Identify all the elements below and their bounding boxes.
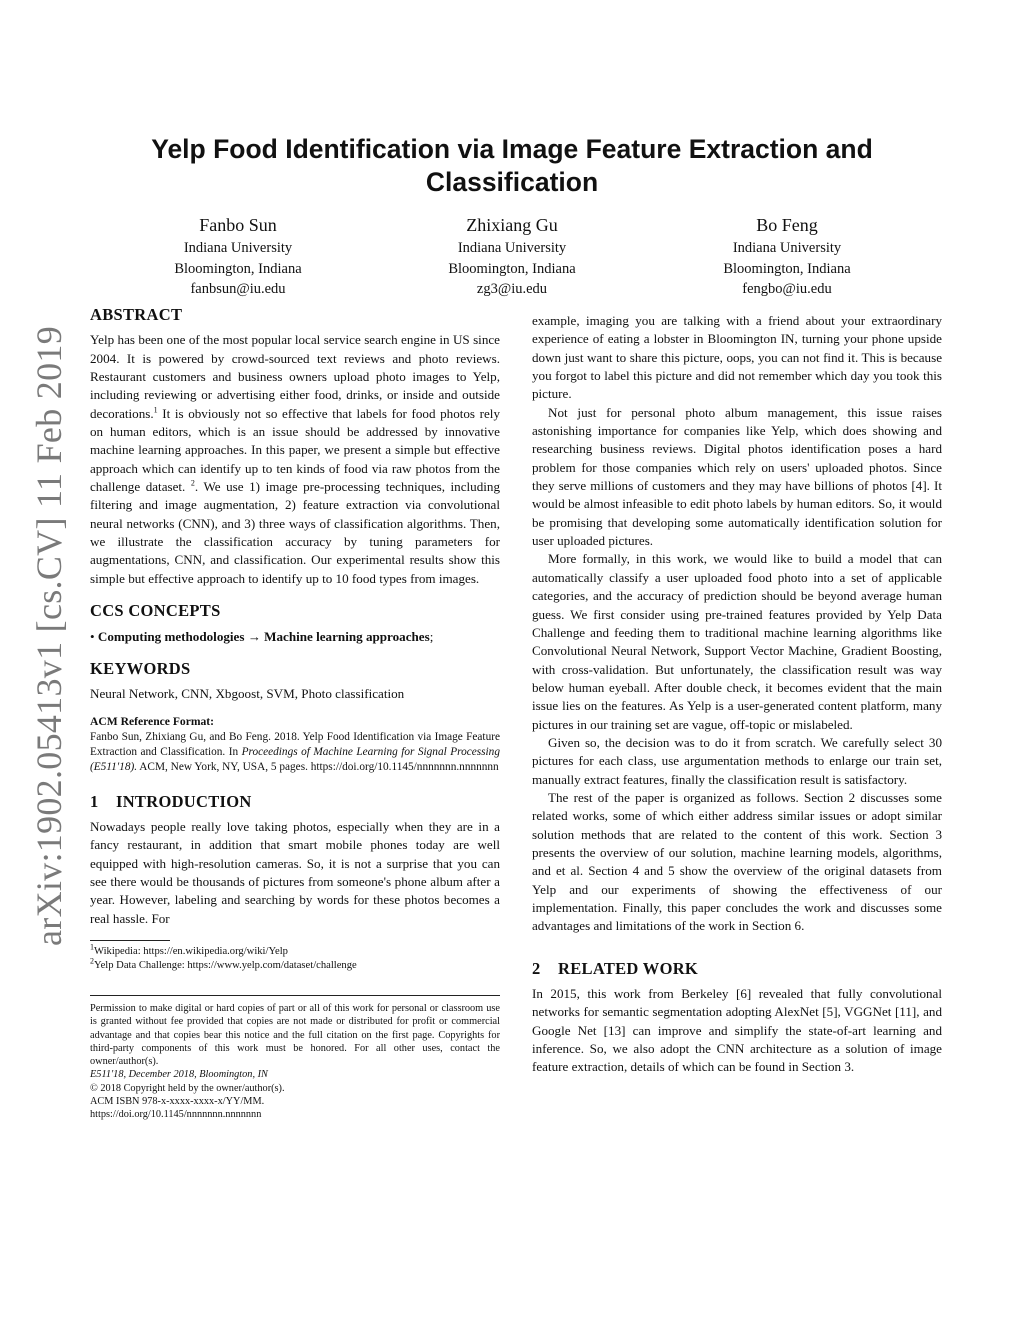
arxiv-sidebar-label: arXiv:1902.05413v1 [cs.CV] 11 Feb 2019 [29,325,69,946]
introduction-paragraph: Given so, the decision was to do it from scratch. We carefully select 30 pictures for each class, use argumentation methods to enlarge our train set, manually extract features, finally the classification result is satisfactory. [532,734,942,787]
copyright-line: © 2018 Copyright held by the owner/author(s). [90,1082,285,1094]
footnote-mark[interactable]: 2 [190,478,195,488]
ccs-concept: Computing methodologies → Machine learning approaches [97,628,430,644]
author-block [377,212,647,300]
abstract-heading: ABSTRACT [90,305,183,324]
ccs-concepts [90,628,500,646]
author-location: Bloomington, Indiana [174,260,302,277]
introduction-paragraph: example, imaging you are talking with a friend about your extraordinary experience of eating a lobster in Bloomington IN, turning your phone upside down just want to share this picture, oops, you can not find it. This is because you forgot to label this picture and did not remember which day you took this picture. [532,313,942,402]
ccs-end: ; [429,628,434,644]
abstract-text-part: . We use 1) image pre-processing techniques, including filtering and image augmentation, 2) feature extraction via convolutional neural networks (CNN), and 3) three ways of classification algorithms. Then, we illustrate the classification accuracy by tuning parameters for augmentations, CNN, and classification. Our experimental results show this simple but effective approach to identify up to 10 food types from images. [90,479,500,586]
keywords-heading: KEYWORDS [90,658,191,678]
introduction-paragraph: Not just for personal photo album management, this issue raises astonishing importance for companies like Yelp, which does showing and researching business reviews. Digital photos identification poses a hard problem for those companies which rely on users' uploaded photos. Since they serve millions of customers and they may have billions of photos [4]. It would be almost infeasible to edit photo labels by human editors. So, it would be promising that developing some automatically identification solution for user uploaded pictures. [532,404,942,549]
permission-divider [90,995,500,996]
acm-reference-venue: Proceedings of Machine Learning for Signal Processing (E511'18). [90,745,500,773]
author-location: Bloomington, Indiana [723,260,851,277]
keywords-text: Neural Network, CNN, Xbgoost, SVM, Photo classification [90,686,405,702]
section-title: INTRODUCTION [116,791,252,811]
acm-reference-part: ACM, New York, NY, USA, 5 pages. https://doi.org/10.1145/nnnnnnn.nnnnnnn [137,760,499,773]
related-work-paragraph: In 2015, this work from Berkeley [6] revealed that fully convolutional networks for semantic segmentation adopting AlexNet [5], VGGNet [11], and Google Net [13] can improve and simplify the state-of-art learning and inference. So, we also adopt the CNN architecture as a solution of image feature extraction, details of which can be found in Section 3. [532,986,942,1075]
introduction-paragraph: More formally, in this work, we would like to build a model that can automatically classify a user uploaded food photo into a set of applicable categories, and the accuracy of prediction should be beyond average human guess. We first consider using pre-trained features provided by Yelp Data Challenge and feeding them to traditional machine learning algorithms like Convolutional Neural Network, Support Vector Machine, Gradient Boosting, with cross-validation. But unfortunately, the classification result was way below human eyeball. After double check, it becomes evident that the main issue lies on the features. As Yelp is a user-generated content platform, many pictures in our training set are vague, off-topic or mislabeled. [532,551,942,732]
permission-text: Permission to make digital or hard copies of part or all of this work for personal or classroom use is granted without fee provided that copies are not made or distributed for profit or commercial advantage and that copies bear this notice and the full citation on the first page. Copyrights for third-party components of this work must be honored. For all other uses, contact the owner/author(s). [90,1002,500,1068]
acm-reference-text [90,730,500,775]
footnote-divider [90,940,170,941]
paper-title: Yelp Food Identification via Image Feature Extraction and Classification [151,134,873,197]
section-number: 2 [532,958,541,978]
author-affiliation: Indiana University [457,240,567,256]
author-block [652,212,922,300]
author-name: Fanbo Sun [199,215,277,235]
footnote-number: 2 [90,956,94,966]
author-block [103,212,373,300]
author-email[interactable]: fanbsun@iu.edu [190,281,286,297]
ccs-bullet: • [90,628,95,644]
acm-reference-part: Fanbo Sun, Zhixiang Gu, and Bo Feng. 2018. Yelp Food Identification via Image Feature Extraction and Classification. In [90,730,500,758]
footnote-number: 1 [90,942,94,952]
isbn-line: ACM ISBN 978-x-xxxx-xxxx-x/YY/MM. [90,1096,265,1108]
related-work-heading [532,960,942,978]
author-affiliation: Indiana University [732,240,842,256]
footnote-mark[interactable]: 1 [153,405,158,415]
introduction-paragraph: The rest of the paper is organized as follows. Section 2 discusses some related works, some of which either address similar issues or adopt similar solution methods that are related to the content of this work. Section 3 presents the overview of our solution, machine learning models, algorithms, and et al. Section 4 and 5 show the overview of the original datasets from Yelp and our experiments of showing the effectiveness of our implementation. Finally, this paper concludes the work and discusses some advantages and limitations of the work in Section 6. [532,789,942,934]
footnote [90,942,500,959]
footnote [90,956,500,973]
acm-reference-heading: ACM Reference Format: [90,714,215,728]
introduction-heading [90,793,500,811]
section-title: RELATED WORK [558,958,699,978]
abstract-text-part: It is obviously not so effective that labels for food photos rely on human editors, which is an issue should be addressed by innovative machine learning approaches. In this paper, we present a simple but effective approach which can identify up to ten kinds of food via raw photos from the challenge dataset. [90,405,500,495]
conference-line: E511'18, December 2018, Bloomington, IN [90,1069,268,1081]
author-name: Bo Feng [756,215,818,235]
author-location: Bloomington, Indiana [448,260,576,277]
left-column [90,306,500,1122]
abstract-text-part: Yelp has been one of the most popular local service search engine in US since 2004. It is powered by crowd-sourced text reviews and photo reviews. Restaurant customers and business owners upload photo images to Yelp, including reviewing or advertising either food, drinks, or inside and outside decorations. [90,332,500,421]
author-email[interactable]: fengbo@iu.edu [742,281,832,297]
right-column [532,312,942,1077]
abstract-text [90,331,500,588]
ccs-heading: CCS CONCEPTS [90,601,221,621]
author-affiliation: Indiana University [183,240,293,256]
author-name: Zhixiang Gu [466,215,558,235]
doi-line[interactable]: https://doi.org/10.1145/nnnnnnn.nnnnnnn [90,1109,262,1121]
footnote-text[interactable]: Yelp Data Challenge: https://www.yelp.com/dataset/challenge [94,959,357,971]
footnote-text[interactable]: Wikipedia: https://en.wikipedia.org/wiki/Yelp [94,945,288,957]
author-email[interactable]: zg3@iu.edu [476,281,548,297]
permission-block [90,1002,500,1122]
section-number: 1 [90,791,99,811]
introduction-paragraph: Nowadays people really love taking photos, especially when they are in a fancy restaurant, in addition that smart mobile phones today are well equipped with high-resolution cameras. So, it is not a surprise that you can see there would be thousands of pictures from someone's phone album after a year. However, labeling and searching by words for these photos becomes a real hassle. For [90,818,500,926]
